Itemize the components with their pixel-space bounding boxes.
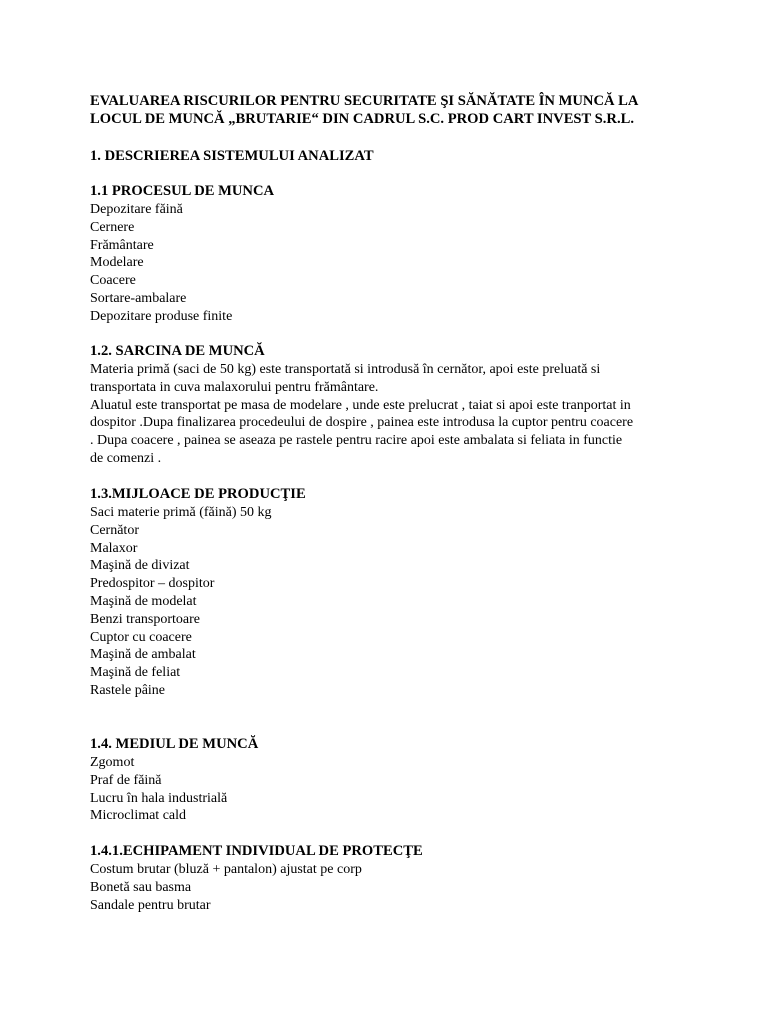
paragraph-line: Aluatul este transportat pe masa de modelare , unde este prelucrat , taiat si apoi este tranportat in xyxy=(90,397,631,413)
list-item: Bonetă sau basma xyxy=(90,879,192,895)
list-item: Cuptor cu coacere xyxy=(90,629,192,645)
list-item: Maşină de divizat xyxy=(90,558,190,574)
list-item: Depozitare produse finite xyxy=(90,308,233,324)
protective-equipment-list xyxy=(90,861,362,914)
list-item: Benzi transportoare xyxy=(90,611,201,627)
list-item: Modelare xyxy=(90,255,144,271)
environment-list xyxy=(90,754,227,825)
list-item: Praf de făină xyxy=(90,772,162,788)
process-list xyxy=(90,201,232,326)
list-item: Costum brutar (bluză + pantalon) ajustat pe corp xyxy=(90,862,362,877)
paragraph-line: transportata in cuva malaxorului pentru frământare. xyxy=(90,379,379,395)
list-item: Sandale pentru brutar xyxy=(90,897,211,913)
section-1-3-heading: 1.3.MIJLOACE DE PRODUCŢIE xyxy=(90,486,306,502)
title-line-1: EVALUAREA RISCURILOR PENTRU SECURITATE ŞI SĂNĂTATE ÎN MUNCĂ LA xyxy=(90,93,639,109)
list-item: Frământare xyxy=(90,237,154,253)
task-description xyxy=(90,361,690,468)
section-1-heading: 1. DESCRIEREA SISTEMULUI ANALIZAT xyxy=(90,148,374,164)
paragraph-line: . Dupa coacere , painea se aseaza pe rastele pentru racire apoi este ambalata si feliata in functie xyxy=(90,433,623,449)
section-1-2-heading: 1.2. SARCINA DE MUNCĂ xyxy=(90,343,265,359)
list-item: Maşină de feliat xyxy=(90,665,181,681)
section-1-4-1-heading: 1.4.1.ECHIPAMENT INDIVIDUAL DE PROTECŢE xyxy=(90,843,423,859)
section-1-4-heading: 1.4. MEDIUL DE MUNCĂ xyxy=(90,736,259,752)
section-1-1-heading: 1.1 PROCESUL DE MUNCA xyxy=(90,183,275,199)
equipment-list xyxy=(90,504,272,700)
paragraph-line: dospitor .Dupa finalizarea procedeului de dospire , painea este introdusa la cuptor pentru coacere xyxy=(90,415,634,431)
title-line-2: LOCUL DE MUNCĂ „BRUTARIE“ DIN CADRUL S.C. PROD CART INVEST S.R.L. xyxy=(90,111,634,127)
list-item: Coacere xyxy=(90,273,136,289)
list-item: Cernere xyxy=(90,219,135,235)
paragraph-line: Materia primă (saci de 50 kg) este transportată si introdusă în cernător, apoi este preluată si xyxy=(90,362,601,377)
list-item: Depozitare făină xyxy=(90,202,183,217)
paragraph-line: de comenzi . xyxy=(90,450,162,466)
list-item: Maşină de ambalat xyxy=(90,647,196,663)
list-item: Maşină de modelat xyxy=(90,593,197,609)
list-item: Predospitor – dospitor xyxy=(90,576,215,592)
list-item: Zgomot xyxy=(90,755,135,770)
list-item: Rastele pâine xyxy=(90,682,166,698)
list-item: Saci materie primă (făină) 50 kg xyxy=(90,505,272,520)
list-item: Lucru în hala industrială xyxy=(90,790,228,806)
list-item: Cernător xyxy=(90,522,139,538)
list-item: Malaxor xyxy=(90,540,138,556)
list-item: Sortare-ambalare xyxy=(90,290,187,306)
document-title xyxy=(90,92,730,128)
list-item: Microclimat cald xyxy=(90,808,187,824)
